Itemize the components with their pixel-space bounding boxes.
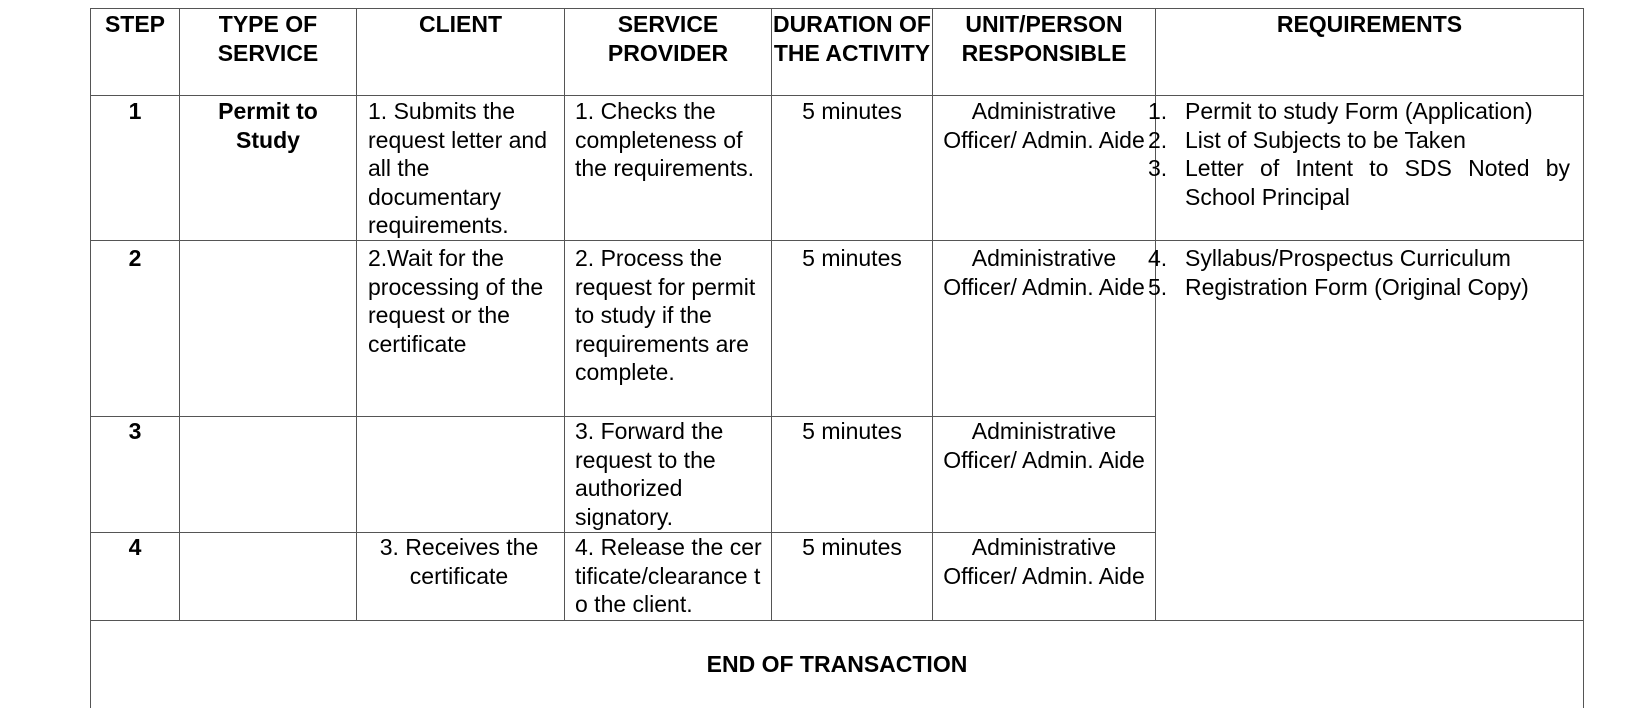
requirements-list-a (1148, 97, 1570, 211)
requirement-text: Permit to study Form (Application) (1185, 98, 1533, 124)
table-border-top (90, 8, 1584, 9)
row-1-step: 1 (128, 98, 142, 124)
requirement-number: 3. (1148, 155, 1168, 182)
requirement-item (1148, 154, 1570, 211)
requirement-text: Registration Form (Original Copy) (1185, 273, 1529, 300)
row-1-unit-person: Administrative Officer/ Admin. Aide (943, 98, 1145, 153)
row-2-service-provider: 2. Process the request for permit to study if the requirements are complete. (575, 245, 756, 386)
row-3-unit-person: Administrative Officer/ Admin. Aide (943, 418, 1145, 473)
header-step: STEP (104, 11, 166, 37)
requirement-item (1148, 126, 1570, 155)
row-4-duration: 5 minutes (802, 534, 902, 560)
requirement-number: 4. (1148, 245, 1168, 271)
requirement-number: 1. (1148, 98, 1168, 124)
header-duration: DURATION OF THE ACTIVITY (772, 11, 931, 66)
row-4-client: 3. Receives the certificate (379, 534, 539, 589)
row-3-duration: 5 minutes (802, 418, 902, 444)
requirement-text: List of Subjects to be Taken (1185, 126, 1466, 153)
requirements-list-b (1148, 244, 1570, 301)
header-divider (90, 95, 1584, 96)
row-1-type-of-service: Permit to Study (218, 98, 318, 153)
row-2-client: 2.Wait for the processing of the request or the certificate (368, 245, 544, 357)
end-of-transaction: END OF TRANSACTION (706, 651, 968, 677)
row-divider-4 (90, 620, 1584, 621)
row-3-step: 3 (128, 418, 142, 444)
col-divider-client (564, 8, 565, 620)
requirement-text: Syllabus/Prospectus Curriculum (1185, 245, 1511, 271)
col-divider-type (356, 8, 357, 620)
requirement-text: Letter of Intent to SDS Noted by School Principal (1185, 155, 1570, 210)
table-border-right (1583, 8, 1584, 708)
requirement-number: 5. (1148, 273, 1168, 300)
row-4-step: 4 (128, 534, 142, 560)
row-3-service-provider: 3. Forward the request to the authorized signatory. (575, 418, 724, 530)
row-4-service-provider: 4. Release the certificate/clearance to the client. (575, 534, 762, 618)
requirement-number: 2. (1148, 126, 1168, 153)
header-service-provider: SERVICE PROVIDER (607, 11, 729, 66)
row-2-step: 2 (128, 245, 142, 271)
requirement-item (1148, 244, 1570, 273)
row-4-unit-person: Administrative Officer/ Admin. Aide (943, 534, 1145, 589)
row-2-unit-person: Administrative Officer/ Admin. Aide (943, 245, 1145, 300)
row-2-duration: 5 minutes (802, 245, 902, 271)
row-divider-1 (90, 240, 1584, 241)
row-1-duration: 5 minutes (802, 98, 902, 124)
row-1-client: 1. Submits the request letter and all the documentary requirements. (368, 98, 548, 239)
header-type-of-service: TYPE OF SERVICE (217, 11, 319, 66)
header-unit-person: UNIT/PERSON RESPONSIBLE (961, 11, 1127, 66)
header-requirements: REQUIREMENTS (1276, 11, 1463, 37)
row-1-service-provider: 1. Checks the completeness of the requirements. (575, 98, 754, 182)
requirement-item (1148, 97, 1570, 126)
header-client: CLIENT (418, 11, 503, 37)
requirement-item (1148, 273, 1570, 302)
